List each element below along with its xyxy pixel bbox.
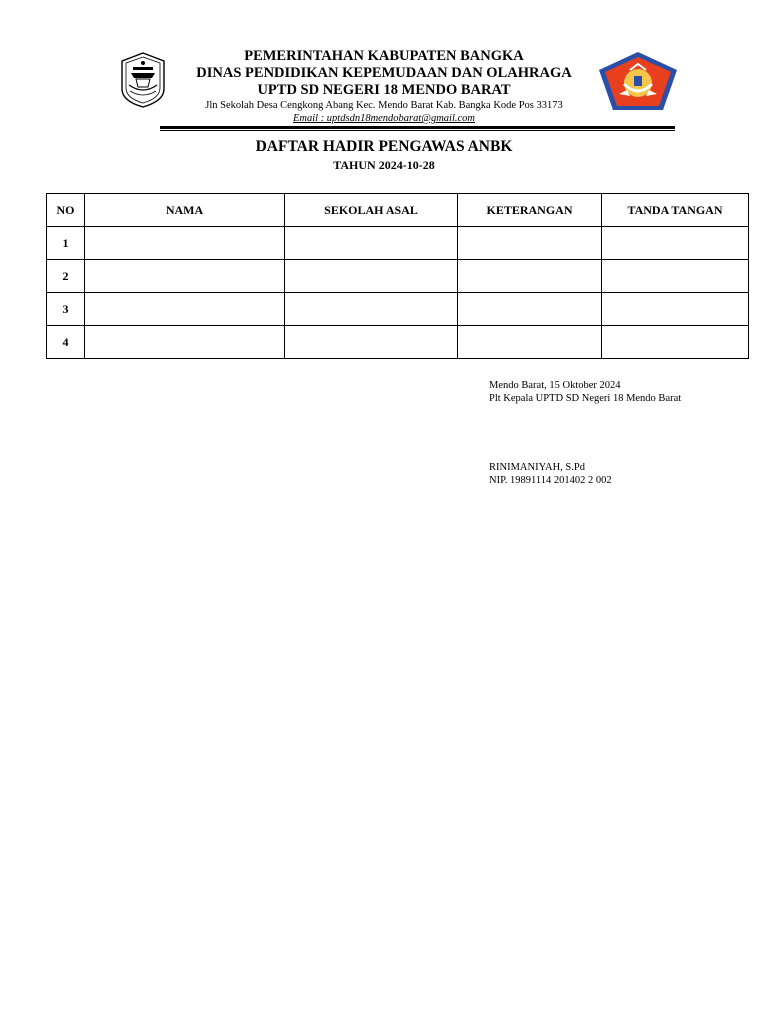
cell-tanda-tangan bbox=[602, 293, 749, 326]
cell-sekolah-asal bbox=[285, 260, 458, 293]
signature-block bbox=[489, 380, 681, 487]
signature-position: Plt Kepala UPTD SD Negeri 18 Mendo Barat bbox=[489, 392, 682, 404]
letterhead-school: UPTD SD NEGERI 18 MENDO BARAT bbox=[257, 82, 511, 98]
cell-tanda-tangan bbox=[602, 227, 749, 260]
column-header-keterangan: KETERANGAN bbox=[458, 194, 602, 227]
cell-nama bbox=[85, 293, 285, 326]
cell-nama bbox=[85, 260, 285, 293]
table-row bbox=[47, 260, 749, 293]
row-number: 4 bbox=[47, 326, 85, 359]
column-header-sekolah-asal: SEKOLAH ASAL bbox=[285, 194, 458, 227]
document-subtitle: TAHUN 2024-10-28 bbox=[333, 158, 435, 172]
letterhead bbox=[160, 48, 608, 125]
table-header-row bbox=[47, 194, 749, 227]
table-row bbox=[47, 227, 749, 260]
document-title: DAFTAR HADIR PENGAWAS ANBK bbox=[255, 138, 513, 155]
letterhead-government: PEMERINTAHAN KABUPATEN BANGKA bbox=[244, 48, 524, 64]
cell-keterangan bbox=[458, 326, 602, 359]
signature-place-date: Mendo Barat, 15 Oktober 2024 bbox=[489, 380, 621, 391]
letterhead-divider-thick bbox=[160, 126, 675, 129]
cell-tanda-tangan bbox=[602, 326, 749, 359]
table-row bbox=[47, 326, 749, 359]
cell-sekolah-asal bbox=[285, 293, 458, 326]
cell-keterangan bbox=[458, 293, 602, 326]
cell-nama bbox=[85, 227, 285, 260]
cell-keterangan bbox=[458, 260, 602, 293]
letterhead-divider-thin bbox=[160, 130, 675, 131]
cell-keterangan bbox=[458, 227, 602, 260]
column-header-tanda-tangan: TANDA TANGAN bbox=[602, 194, 749, 227]
signature-name: RINIMANIYAH, S.Pd bbox=[489, 462, 585, 473]
column-header-no: NO bbox=[47, 194, 85, 227]
cell-sekolah-asal bbox=[285, 326, 458, 359]
row-number: 2 bbox=[47, 260, 85, 293]
row-number: 3 bbox=[47, 293, 85, 326]
signature-nip: NIP. 19891114 201402 2 002 bbox=[489, 474, 612, 486]
signature-space bbox=[489, 405, 681, 462]
pendidikan-emblem bbox=[597, 50, 679, 112]
cell-sekolah-asal bbox=[285, 227, 458, 260]
column-header-nama: NAMA bbox=[85, 194, 285, 227]
row-number: 1 bbox=[47, 227, 85, 260]
letterhead-address: Jln Sekolah Desa Cengkong Abang Kec. Mendo Barat Kab. Bangka Kode Pos 33173 bbox=[205, 100, 563, 111]
attendance-table bbox=[46, 193, 749, 359]
letterhead-department: DINAS PENDIDIKAN KEPEMUDAAN DAN OLAHRAGA bbox=[196, 65, 572, 81]
cell-tanda-tangan bbox=[602, 260, 749, 293]
cell-nama bbox=[85, 326, 285, 359]
tut-wuri-emblem-icon bbox=[597, 50, 679, 112]
table-row bbox=[47, 293, 749, 326]
letterhead-email: Email : uptdsdn18mendobarat@gmail.com bbox=[292, 113, 476, 124]
